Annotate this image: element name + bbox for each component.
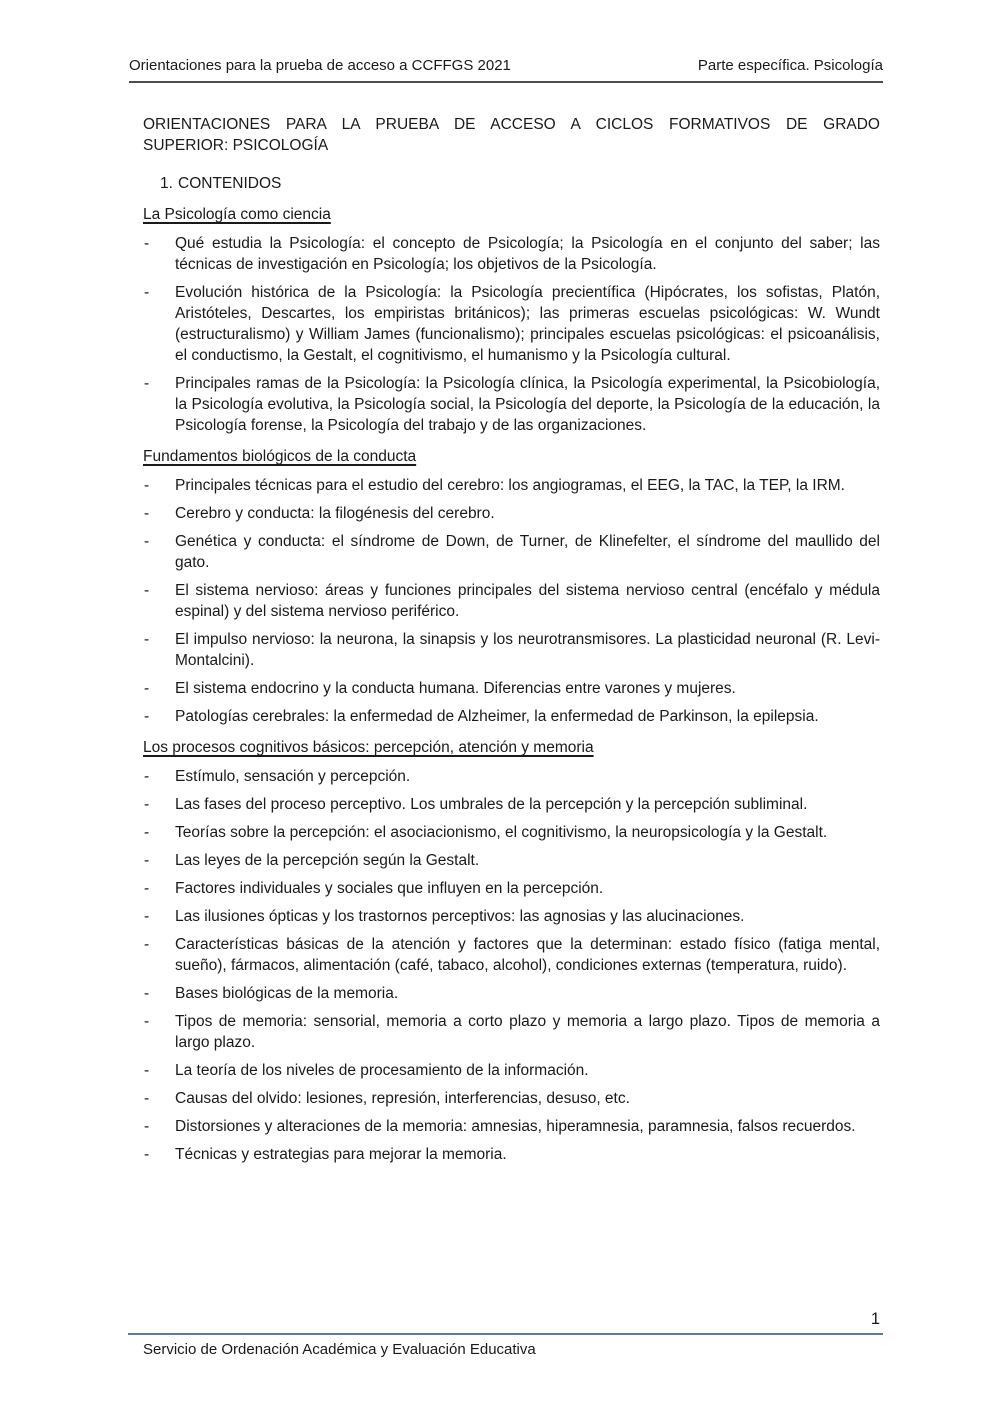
list-item: [143, 629, 880, 671]
list-item: [143, 531, 880, 573]
list-item: [143, 678, 880, 699]
list-item-text: Qué estudia la Psicología: el concepto de Psicología; la Psicología en el conjunto del saber; las técnicas de investigación en Psicología; los objetivos de la Psicología.: [175, 235, 880, 273]
list-item: [143, 822, 880, 843]
list-item: [143, 475, 880, 496]
list-item-text: Patologías cerebrales: la enfermedad de Alzheimer, la enfermedad de Parkinson, la epilepsia.: [175, 708, 819, 725]
contents-heading-number: 1.: [160, 175, 173, 192]
bullet-marker: -: [144, 477, 150, 494]
list-item-text: La teoría de los niveles de procesamiento de la información.: [175, 1062, 589, 1079]
sections-container: [143, 204, 880, 1165]
footer-rule: [128, 1333, 883, 1335]
bullet-marker: -: [144, 533, 150, 550]
bullet-marker: -: [144, 985, 150, 1002]
bullet-marker: -: [144, 235, 150, 252]
list-item-text: Principales ramas de la Psicología: la Psicología clínica, la Psicología experimental, la Psicobiología, la Psicología evolutiva, la Psicología social, la Psicología del deporte, la Psicología de la educación, la Psicología forense, la Psicología del trabajo y de las organizaciones.: [175, 375, 880, 434]
section-heading: Fundamentos biológicos de la conducta: [143, 448, 417, 465]
list-item: [143, 850, 880, 871]
header-left-text: Orientaciones para la prueba de acceso a CCFFGS 2021: [129, 57, 511, 74]
list-item: [143, 1011, 880, 1053]
list-item: [143, 1088, 880, 1109]
list-item: [143, 282, 880, 366]
list-item: [143, 233, 880, 275]
list-item: [143, 934, 880, 976]
bullet-marker: -: [144, 375, 150, 392]
bullet-marker: -: [144, 680, 150, 697]
page-number: 1: [870, 1310, 880, 1328]
list-item: [143, 373, 880, 436]
list-item-text: Las ilusiones ópticas y los trastornos perceptivos: las agnosias y las alucinaciones.: [175, 908, 745, 925]
bullet-marker: -: [144, 768, 150, 785]
list-item-text: Características básicas de la atención y factores que la determinan: estado físico (fatiga mental, sueño), fármacos, alimentación (café, tabaco, alcohol), condiciones externas (temperatura, ruido).: [175, 936, 880, 974]
bullet-marker: -: [144, 880, 150, 897]
list-item-text: Estímulo, sensación y percepción.: [175, 768, 411, 785]
contents-heading-label: CONTENIDOS: [178, 175, 282, 192]
list-item-text: Bases biológicas de la memoria.: [175, 985, 399, 1002]
footer-text: Servicio de Ordenación Académica y Evaluación Educativa: [143, 1341, 536, 1358]
list-item: [143, 706, 880, 727]
bullet-marker: -: [144, 631, 150, 648]
list-item-text: Tipos de memoria: sensorial, memoria a corto plazo y memoria a largo plazo. Tipos de memoria a largo plazo.: [175, 1013, 880, 1051]
document-title-line1: ORIENTACIONES PARA LA PRUEBA DE ACCESO A CICLOS FORMATIVOS DE GRADO: [143, 116, 880, 133]
section-heading: Los procesos cognitivos básicos: percepción, atención y memoria: [143, 739, 594, 756]
list-item-text: Teorías sobre la percepción: el asociacionismo, el cognitivismo, la neuropsicología y la Gestalt.: [175, 824, 828, 841]
list-item: [143, 878, 880, 899]
bullet-marker: -: [144, 936, 150, 953]
bullet-marker: -: [144, 908, 150, 925]
bullet-marker: -: [144, 708, 150, 725]
list-item-text: El impulso nervioso: la neurona, la sinapsis y los neurotransmisores. La plasticidad neuronal (R. Levi-Montalcini).: [175, 631, 880, 669]
list-item-text: Genética y conducta: el síndrome de Down, de Turner, de Klinefelter, el síndrome del maullido del gato.: [175, 533, 880, 571]
header-right-text: Parte específica. Psicología: [697, 57, 883, 74]
bullet-marker: -: [144, 824, 150, 841]
bullet-marker: -: [144, 582, 150, 599]
list-item-text: Factores individuales y sociales que influyen en la percepción.: [175, 880, 604, 897]
bullet-marker: -: [144, 1118, 150, 1135]
bullet-marker: -: [144, 1146, 150, 1163]
list-item: [143, 580, 880, 622]
list-item: [143, 1144, 880, 1165]
bullet-marker: -: [144, 852, 150, 869]
contents-heading: [160, 173, 880, 194]
list-item-text: Distorsiones y alteraciones de la memoria: amnesias, hiperamnesia, paramnesia, falsos recuerdos.: [175, 1118, 856, 1135]
list-item: [143, 906, 880, 927]
document-title: [143, 114, 880, 156]
bullet-marker: -: [144, 1090, 150, 1107]
page-header: [129, 57, 883, 83]
section-heading: La Psicología como ciencia: [143, 206, 331, 223]
list-item: [143, 794, 880, 815]
list-item-text: Causas del olvido: lesiones, represión, interferencias, desuso, etc.: [175, 1090, 630, 1107]
list-item-text: Principales técnicas para el estudio del cerebro: los angiogramas, el EEG, la TAC, la TEP, la IRM.: [175, 477, 845, 494]
list-item-text: Técnicas y estrategias para mejorar la memoria.: [175, 1146, 507, 1163]
document-title-line2: SUPERIOR: PSICOLOGÍA: [143, 137, 329, 154]
list-item-text: El sistema endocrino y la conducta humana. Diferencias entre varones y mujeres.: [175, 680, 736, 697]
list-item: [143, 766, 880, 787]
list-item-text: Las leyes de la percepción según la Gestalt.: [175, 852, 480, 869]
list-item: [143, 1116, 880, 1137]
bullet-marker: -: [144, 1062, 150, 1079]
bullet-marker: -: [144, 1013, 150, 1030]
document-body: [143, 114, 880, 1172]
list-item-text: El sistema nervioso: áreas y funciones principales del sistema nervioso central (encéfalo y médula espinal) y del sistema nervioso periférico.: [175, 582, 880, 620]
bullet-marker: -: [144, 505, 150, 522]
list-item: [143, 983, 880, 1004]
list-item: [143, 1060, 880, 1081]
list-item: [143, 503, 880, 524]
list-item-text: Evolución histórica de la Psicología: la Psicología precientífica (Hipócrates, los sofistas, Platón, Aristóteles, Descartes, los empiristas británicos); las primeras escuelas psicológicas: W. Wundt (estructuralismo) y William James (funcionalismo); principales escuelas psicológicas: el psicoanálisis, el conductismo, la Gestalt, el cognitivismo, el humanismo y la Psicología cultural.: [175, 284, 880, 364]
bullet-marker: -: [144, 284, 150, 301]
list-item-text: Cerebro y conducta: la filogénesis del cerebro.: [175, 505, 495, 522]
bullet-marker: -: [144, 796, 150, 813]
list-item-text: Las fases del proceso perceptivo. Los umbrales de la percepción y la percepción subliminal.: [175, 796, 808, 813]
